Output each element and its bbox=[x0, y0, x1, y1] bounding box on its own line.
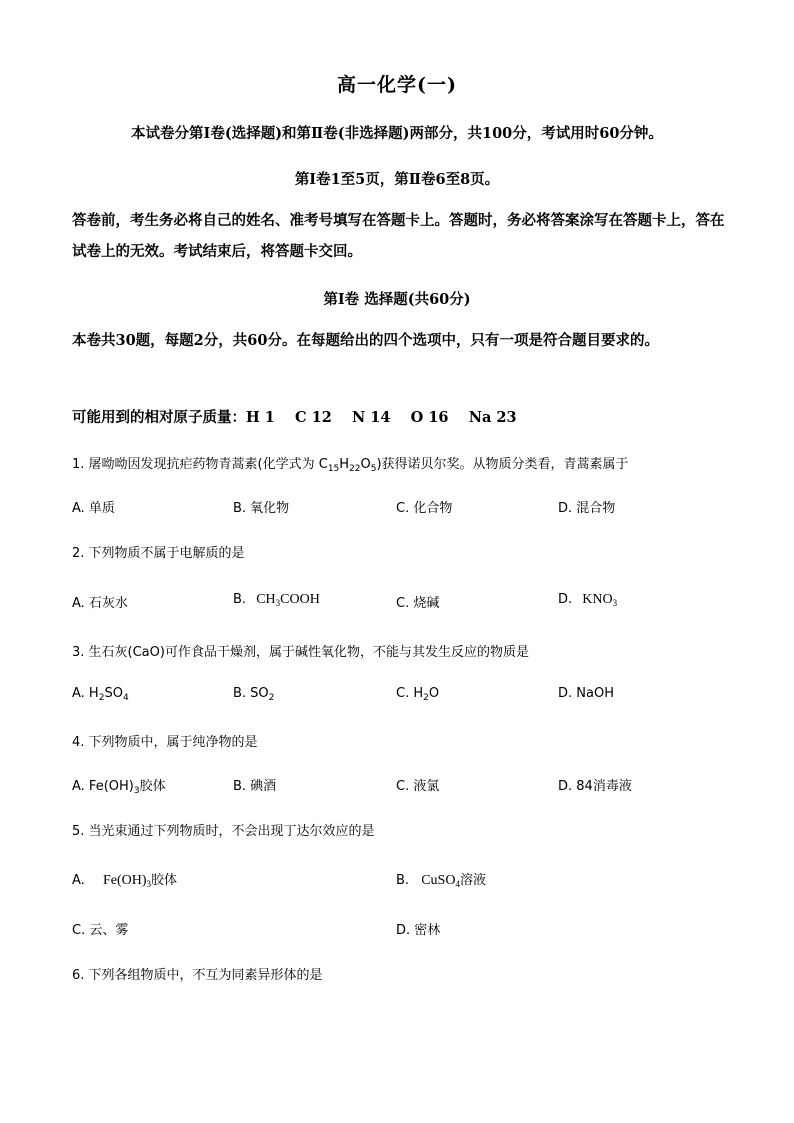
question-3-option-b: B. $SO_2$ bbox=[233, 686, 275, 703]
question-4-option-c: C. 液氯 bbox=[396, 779, 440, 794]
question-5-option-a: A. $Fe(OH)_3$胶体 bbox=[72, 873, 177, 889]
section-instructions: 本卷共30题，每题2分，共60分。在每题给出的四个选项中，只有一项是符合题目要求的。 bbox=[72, 332, 659, 349]
question-6-stem: 6. 下列各组物质中，不互为同素异形体的是 bbox=[72, 968, 323, 983]
exam-intro: 本试卷分第Ⅰ卷(选择题)和第Ⅱ卷(非选择题)两部分，共100分，考试用时60分钟。 bbox=[131, 125, 663, 142]
question-4-option-b: B. 碘酒 bbox=[233, 779, 277, 794]
question-5-option-b: B. CuSO$_4$溶液 bbox=[396, 873, 486, 889]
question-4-option-d: D. 84消毒液 bbox=[558, 779, 632, 794]
question-1-option-d: D. 混合物 bbox=[558, 501, 616, 516]
question-1-option-b: B. 氧化物 bbox=[233, 501, 290, 516]
question-2-option-b: B. $CH_3COOH$ bbox=[233, 592, 320, 608]
question-1-stem: 1. 屠呦呦因发现抗疟药物青蒿素(化学式为 $C_{15}H_{22}O_5$)获得诺贝尔奖。从物质分类看，青蒿素属于 bbox=[72, 457, 629, 474]
question-5-option-c: C. 云、雾 bbox=[72, 923, 129, 938]
question-1-option-a: A. 单质 bbox=[72, 501, 115, 516]
atomic-masses: 可能用到的相对原子质量：H 1 C 12 N 14 O 16 Na 23 bbox=[72, 409, 517, 426]
section-title: 第Ⅰ卷 选择题(共60分) bbox=[323, 291, 471, 308]
question-2-option-c: C. 烧碱 bbox=[396, 596, 440, 611]
question-3-option-a: A. $H_2SO_4$ bbox=[72, 686, 129, 703]
question-3-stem: 3. 生石灰(CaO)可作食品干燥剂，属于碱性氧化物，不能与其发生反应的物质是 bbox=[72, 645, 529, 660]
exam-title: 高一化学(一) bbox=[337, 74, 457, 96]
question-4-option-a: A. $Fe(OH)_3$胶体 bbox=[72, 779, 166, 796]
exam-notice: 答卷前，考生务必将自己的姓名、准考号填写在答题卡上。答题时，务必将答案涂写在答题卡上，答在试卷上的无效。考试结束后，将答题卡交回。 bbox=[72, 212, 725, 260]
question-2-option-a: A. 石灰水 bbox=[72, 596, 128, 611]
question-1-option-c: C. 化合物 bbox=[396, 501, 453, 516]
question-2-stem: 2. 下列物质不属于电解质的是 bbox=[72, 546, 245, 561]
page-range-note: 第Ⅰ卷1至5页，第Ⅱ卷6至8页。 bbox=[294, 171, 500, 188]
question-4-stem: 4. 下列物质中，属于纯净物的是 bbox=[72, 735, 258, 750]
question-5-option-d: D. 密林 bbox=[396, 923, 441, 938]
question-2-option-d: D. $KNO_3$ bbox=[558, 592, 618, 608]
question-5-stem: 5. 当光束通过下列物质时，不会出现丁达尔效应的是 bbox=[72, 824, 375, 839]
question-3-option-d: D. NaOH bbox=[558, 686, 614, 701]
question-3-option-c: C. $H_2O$ bbox=[396, 686, 440, 703]
